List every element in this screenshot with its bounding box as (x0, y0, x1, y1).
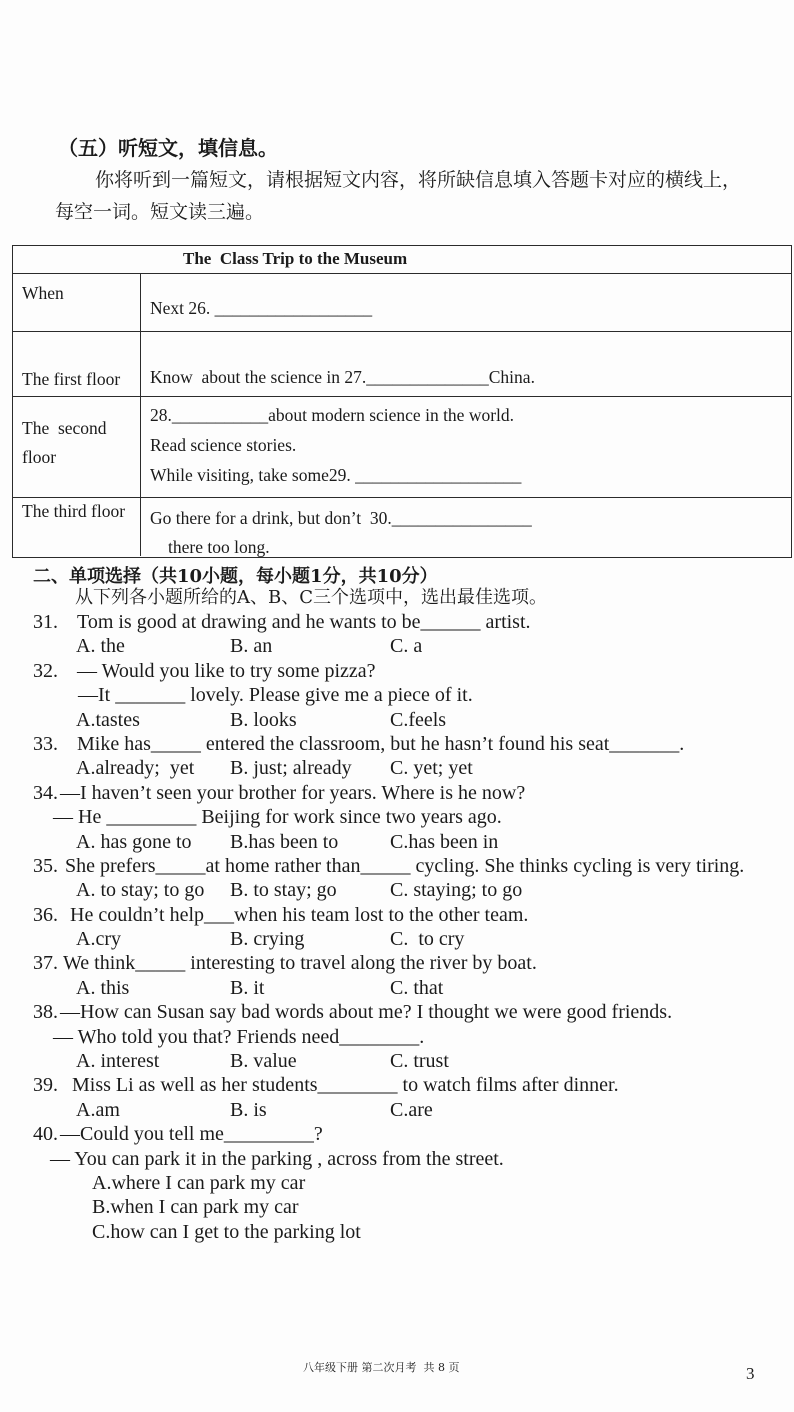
answer-options (33, 830, 773, 854)
question-34 (33, 781, 773, 854)
question-reply (33, 683, 773, 707)
table-title: The Class Trip to the Museum (183, 249, 408, 268)
option-b: B.when I can park my car (92, 1196, 299, 1219)
question-text: —It _______ lovely. Please give me a piece of it. (78, 684, 473, 707)
row-content-line: Read science stories. (150, 435, 297, 455)
option-a: A. has gone to (76, 830, 192, 853)
option-b: B. is (230, 1098, 267, 1121)
option-c: C. a (390, 635, 423, 658)
question-35 (33, 854, 773, 903)
question-39 (33, 1073, 773, 1122)
table-header (13, 246, 791, 274)
option-a: A. to stay; to go (76, 879, 205, 902)
row-label-text: The second (22, 418, 107, 438)
table-row (13, 397, 791, 498)
option-c: C. that (390, 976, 444, 999)
row-content-line: 28.___________about modern science in the world. (150, 405, 515, 425)
row-label (13, 332, 141, 396)
table-row (13, 274, 791, 332)
option-b: B. an (230, 635, 273, 658)
question-reply (33, 805, 773, 829)
question-38 (33, 1000, 773, 1073)
section-heading: 二、单项选择（共10小题，每小题1分，共10分） (33, 566, 438, 587)
question-text: Mike has_____ entered the classroom, but he hasn’t found his seat_______. (77, 732, 685, 755)
question-text: — He _________ Beijing for work since two years ago. (53, 806, 502, 829)
answer-options (33, 1049, 773, 1073)
option-a: A.where I can park my car (92, 1171, 306, 1194)
question-stem (33, 732, 773, 756)
section-instruction: 从下列各小题所给的A、B、C三个选项中，选出最佳选项。 (75, 587, 547, 608)
answer-options (33, 634, 773, 658)
row-label (13, 498, 141, 556)
option-c: C.feels (390, 708, 447, 731)
option-b: B. looks (230, 708, 297, 731)
option-c: C.has been in (390, 830, 499, 853)
question-stem (33, 903, 773, 927)
question-text: — Would you like to try some pizza? (77, 659, 376, 682)
question-text: — You can park it in the parking , across from the street. (50, 1147, 504, 1170)
question-stem (33, 854, 773, 878)
option-b: B. value (230, 1050, 297, 1073)
option-a: A.cry (76, 928, 121, 951)
question-number: 39. (33, 1074, 58, 1097)
row-content-line: While visiting, take some29. ___________________ (150, 465, 522, 485)
row-label-text: The first floor (22, 369, 121, 389)
row-content-line: there too long. (168, 537, 270, 557)
page-footer: 八年级下册 第二次月考 共 8 页 (303, 1361, 460, 1374)
answer-options (33, 756, 773, 780)
row-content-line: Know about the science in 27.______________China. (150, 367, 535, 387)
answer-options (33, 878, 773, 902)
question-stem (33, 1000, 773, 1024)
option-b: B. it (230, 976, 265, 999)
question-stem (33, 781, 773, 805)
section-instruction: 每空一词。短文读三遍。 (55, 201, 265, 223)
option-a: A. interest (76, 1050, 160, 1073)
option-b: B. just; already (230, 757, 352, 780)
question-stem (33, 610, 773, 634)
answer-options (33, 927, 773, 951)
question-text: She prefers_____at home rather than_____ cycling. She thinks cycling is very tiring. (65, 854, 745, 877)
question-stem (33, 1122, 773, 1146)
option-a: A.tastes (76, 708, 140, 731)
question-text: —Could you tell me_________? (60, 1123, 323, 1146)
question-number: 34. (33, 781, 58, 804)
section-heading: （五）听短文，填信息。 (58, 136, 278, 160)
row-label-text: The third floor (22, 501, 126, 521)
info-table (12, 245, 792, 558)
row-content-line: Go there for a drink, but don’t 30.________________ (150, 508, 532, 528)
option-b: B.has been to (230, 830, 339, 853)
row-label (13, 274, 141, 331)
question-text: — Who told you that? Friends need________. (53, 1025, 425, 1048)
row-content-line: Next 26. __________________ (150, 298, 373, 318)
question-31 (33, 610, 773, 659)
table-row (13, 498, 791, 556)
option-c: C. staying; to go (390, 879, 523, 902)
question-number: 35. (33, 854, 58, 877)
row-label-text: When (22, 283, 64, 303)
option-a: A.am (76, 1098, 120, 1121)
question-number: 33. (33, 732, 58, 755)
option-a: A. the (76, 635, 125, 658)
question-stem (33, 659, 773, 683)
row-content (150, 498, 791, 556)
option-c: C.are (390, 1098, 433, 1121)
row-content (150, 397, 791, 497)
row-label-text: floor (22, 447, 57, 467)
question-number: 36. (33, 903, 58, 926)
question-stem (33, 1073, 773, 1097)
question-stem (33, 951, 773, 975)
question-number: 38. (33, 1001, 58, 1024)
option-b: B. crying (230, 928, 305, 951)
question-text: Tom is good at drawing and he wants to be______ artist. (77, 611, 531, 633)
option-a: A. this (76, 976, 130, 999)
row-content (150, 274, 791, 331)
option-b: B. to stay; go (230, 879, 337, 902)
table-row (13, 332, 791, 397)
option-a: A.already; yet (76, 757, 195, 780)
question-32 (33, 659, 773, 732)
question-reply (33, 1025, 773, 1049)
question-number: 40. (33, 1123, 58, 1146)
row-content (150, 332, 791, 396)
question-number: 31. (33, 611, 58, 633)
answer-options (33, 976, 773, 1000)
page-number: 3 (746, 1364, 755, 1383)
question-reply (33, 1147, 773, 1171)
question-33 (33, 732, 773, 781)
question-list (33, 610, 773, 1244)
question-number: 32. (33, 659, 58, 682)
question-number: 37. (33, 952, 58, 975)
option-c: C. yet; yet (390, 757, 473, 780)
question-text: He couldn’t help___when his team lost to the other team. (70, 903, 529, 926)
answer-options (33, 1098, 773, 1122)
section-instruction: 你将听到一篇短文，请根据短文内容，将所缺信息填入答题卡对应的横线上， (95, 169, 742, 191)
option-c: C.how can I get to the parking lot (92, 1220, 361, 1243)
question-40 (33, 1122, 773, 1244)
answer-options (33, 708, 773, 732)
question-36 (33, 903, 773, 952)
question-text: —How can Susan say bad words about me? I thought we were good friends. (60, 1001, 673, 1024)
question-text: —I haven’t seen your brother for years. Where is he now? (60, 781, 526, 804)
option-c: C. to cry (390, 928, 465, 951)
question-text: Miss Li as well as her students________ to watch films after dinner. (72, 1074, 619, 1097)
option-c: C. trust (390, 1050, 449, 1073)
question-37 (33, 951, 773, 1000)
row-label (13, 397, 141, 497)
question-text: We think_____ interesting to travel along the river by boat. (63, 952, 537, 975)
